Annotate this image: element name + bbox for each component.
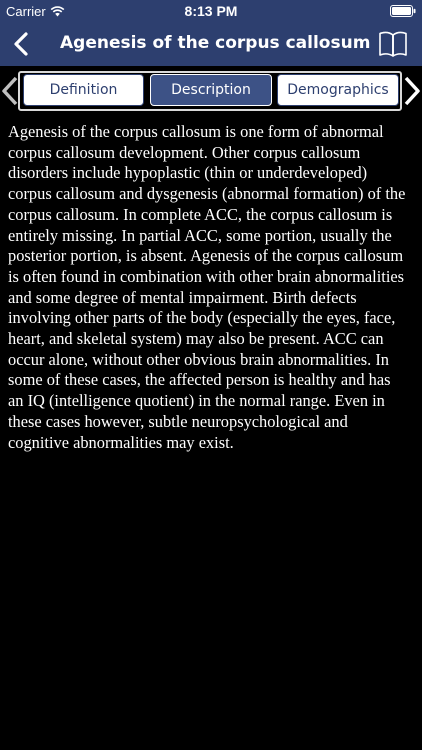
battery-icon (390, 5, 416, 17)
navigation-bar (0, 22, 422, 66)
back-button[interactable] (6, 28, 36, 60)
page-title: Agenesis of the corpus callosum (60, 33, 371, 53)
tab-demographics-label: Demographics (287, 82, 389, 98)
book-icon (378, 30, 408, 58)
section-tab-strip (0, 66, 422, 116)
tab-definition[interactable] (23, 74, 144, 106)
carrier-label: Carrier (6, 4, 46, 19)
description-text: Agenesis of the corpus callosum is one form of abnormal corpus callosum development. Other corpus callosum disorders include hypoplastic (thin or underdeveloped) corpus callosum and dysgenesis (abnormal formation) of the corpus callosum. In complete ACC, the corpus callosum is entirely missing. In partial ACC, some portion, usually the posterior portion, is absent. Agenesis of the corpus callosum is often found in combination with other brain abnormalities and some degree of mental impairment. Birth defects involving other parts of the body (especially the eyes, face, heart, and skeletal system) may also be present. ACC can occur alone, without other obvious brain abnormalities. In some of these cases, the affected person is healthy and has an IQ (intelligence quotient) in the normal range. Even in these cases however, subtle neuropsychological and cognitive abnormalities may exist. (8, 122, 406, 452)
status-time: 8:13 PM (184, 3, 238, 19)
bookmark-button[interactable] (378, 30, 408, 58)
scroll-left-arrow-icon[interactable] (0, 76, 20, 106)
status-bar (0, 0, 422, 22)
chevron-left-icon (13, 32, 29, 56)
tab-description-label: Description (171, 82, 251, 98)
tab-demographics[interactable] (277, 74, 399, 106)
tab-description[interactable] (150, 74, 272, 106)
scroll-right-arrow-icon[interactable] (402, 76, 422, 106)
tab-definition-label: Definition (49, 82, 118, 98)
